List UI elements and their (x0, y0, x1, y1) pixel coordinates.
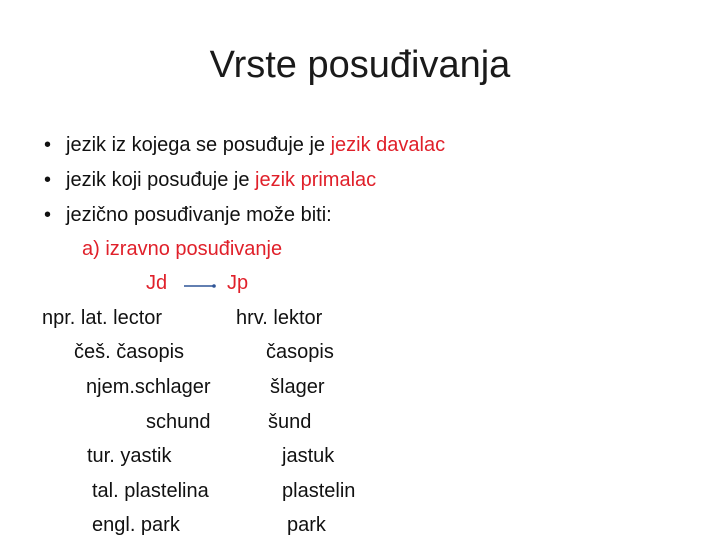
bullet-highlight: jezik primalac (255, 169, 377, 191)
example-target: plastelin (282, 480, 356, 502)
bullet-item (44, 134, 445, 157)
bullet-icon: • (44, 134, 52, 156)
bullet-highlight: jezik davalac (330, 134, 446, 156)
example-target: park (287, 514, 326, 536)
bullet-item (44, 169, 376, 192)
example-source: npr. lat. lector (42, 307, 163, 329)
example-target: šund (268, 411, 312, 433)
bullet-icon: • (44, 169, 52, 191)
bullet-text: jezik koji posuđuje je (66, 169, 255, 191)
example-target: jastuk (282, 445, 335, 467)
example-source: engl. park (92, 514, 180, 536)
donor-language-label: Jd (146, 272, 168, 294)
example-source: schund (146, 411, 211, 433)
example-source: tal. plastelina (92, 480, 209, 502)
example-target: hrv. lektor (236, 307, 323, 329)
example-target: časopis (266, 341, 334, 363)
example-source: tur. yastik (87, 445, 172, 467)
recipient-language-label: Jp (227, 272, 249, 294)
bullet-item (44, 204, 332, 227)
bullet-icon: • (44, 204, 52, 226)
example-source: njem.schlager (86, 376, 211, 398)
arrow-right-icon (183, 281, 217, 291)
bullet-text: jezik iz kojega se posuđuje je (66, 134, 331, 156)
slide-title: Vrste posuđivanja (209, 44, 511, 86)
example-target: šlager (270, 376, 325, 398)
bullet-text: jezično posuđivanje može biti: (66, 204, 332, 226)
subitem-direct-borrowing: a) izravno posuđivanje (82, 238, 283, 260)
example-source: češ. časopis (74, 341, 185, 363)
